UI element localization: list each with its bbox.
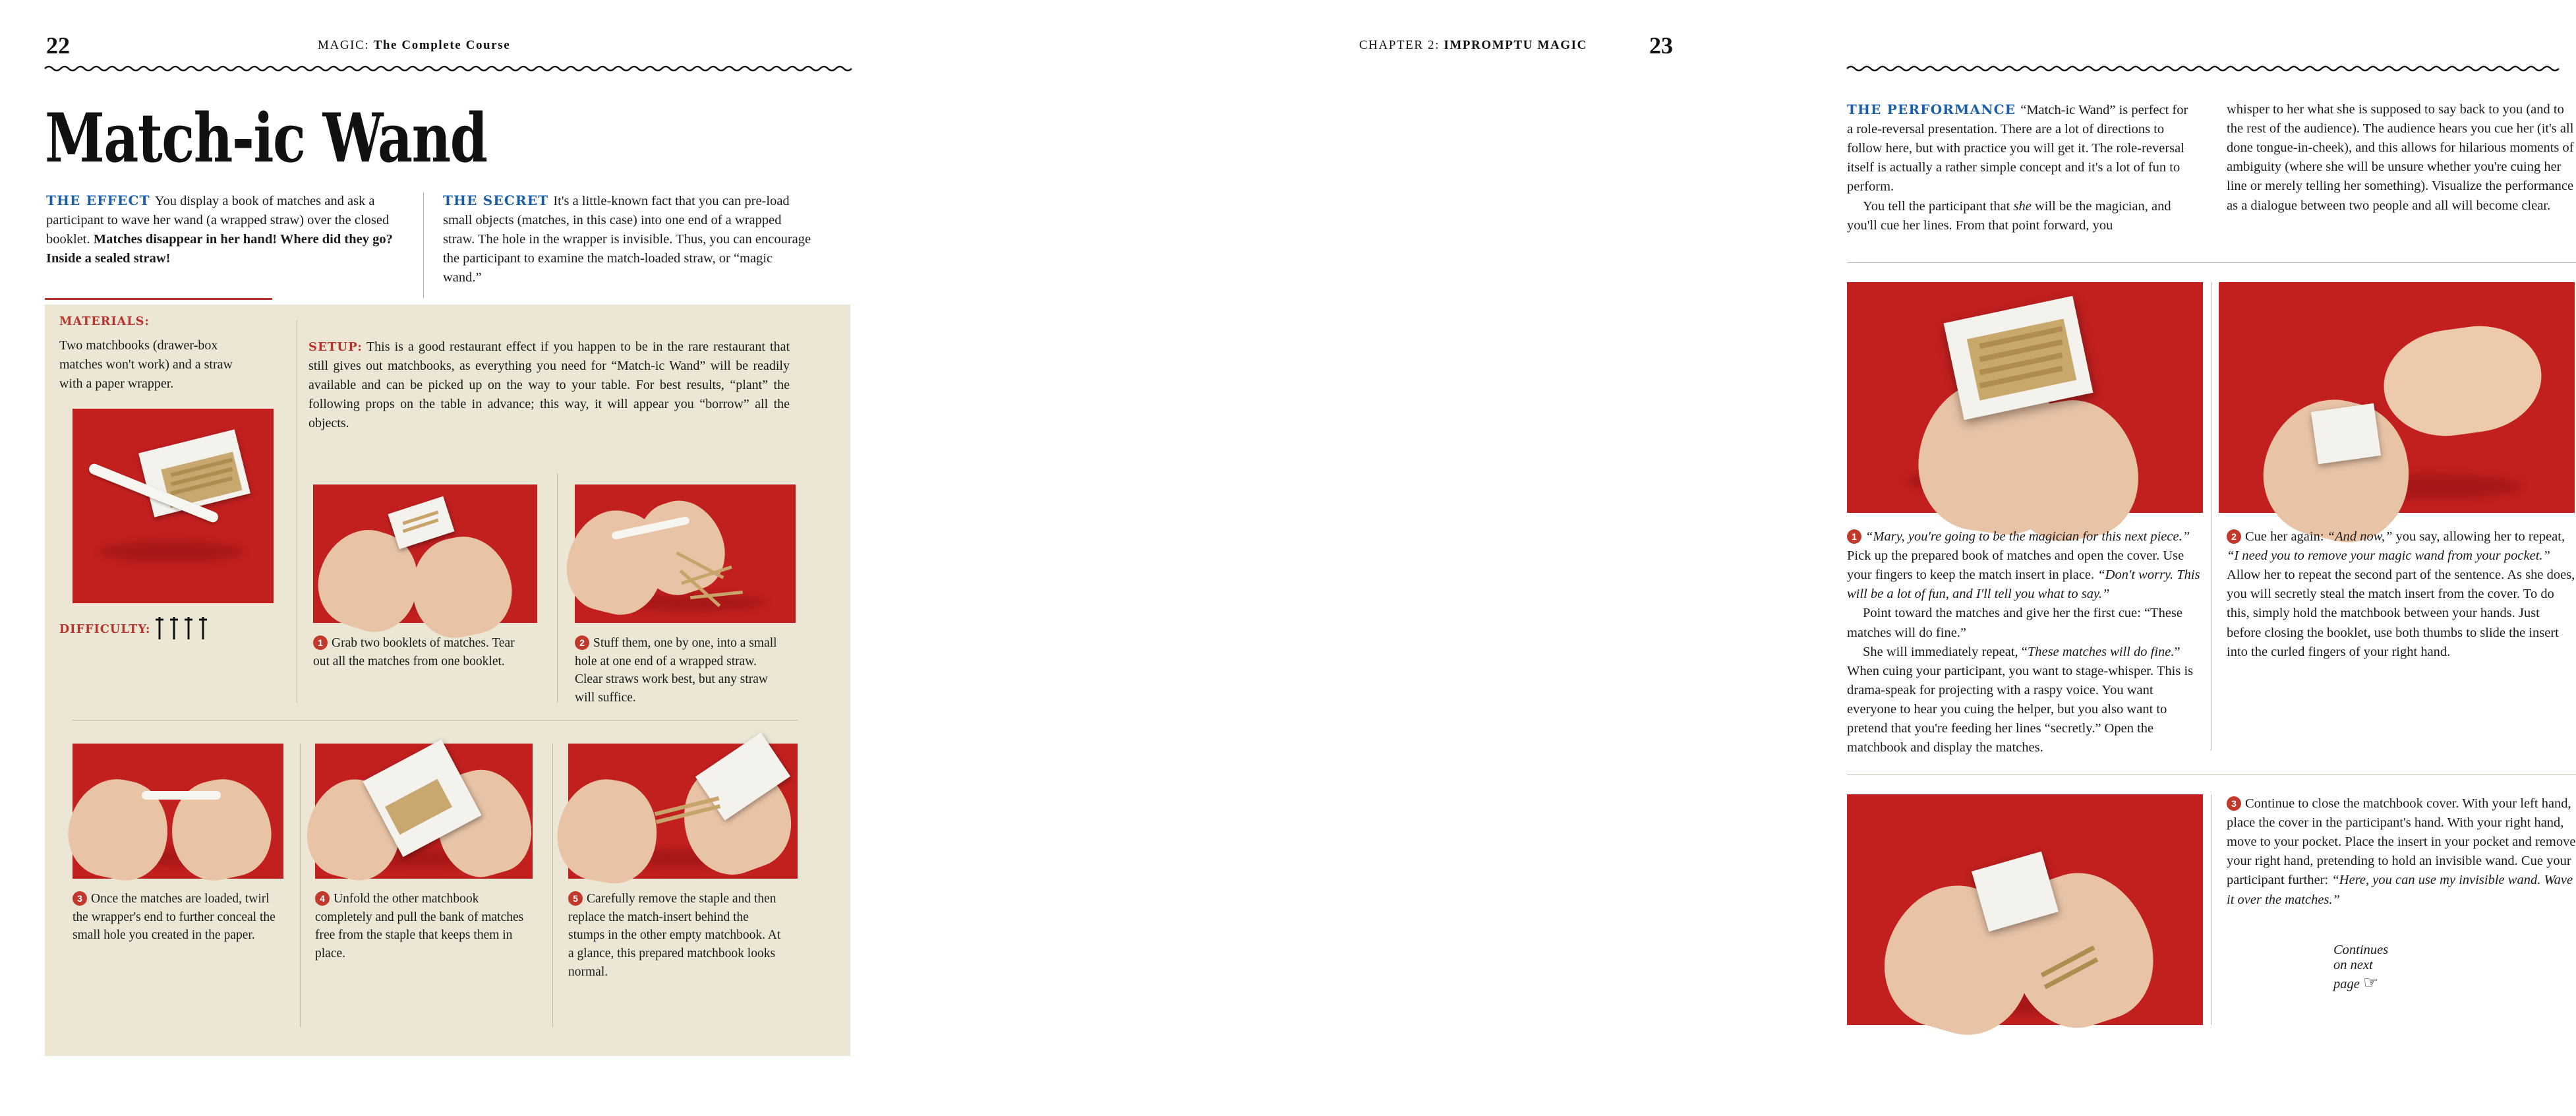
step-number-3: 3	[73, 891, 87, 906]
caption-step-2	[575, 634, 786, 707]
continues-text: Continues on next page	[2333, 943, 2389, 991]
caption-step-5-text: Carefully remove the staple and then replace the match-insert behind the stumps in the other empty matchbook. At a glance, this prepared matchbook looks normal.	[568, 892, 781, 979]
panel-divider-5	[552, 744, 553, 1027]
perf-step-1-para-2: Point toward the matches and give her the first cue: “These matches will do fine.”	[1847, 606, 2183, 640]
materials-text: Two matchbooks (drawer-box matches won't work) and a straw with a paper wrapper.	[59, 338, 233, 391]
caption-step-5	[568, 890, 786, 981]
caption-step-3	[73, 890, 277, 945]
perf-step-2-italic-a: “And now,”	[2327, 529, 2393, 544]
effect-block	[46, 191, 415, 288]
step-number-2: 2	[575, 635, 589, 650]
difficulty-marks	[153, 613, 221, 645]
running-head-right	[1359, 38, 1587, 53]
pointing-hand-icon: ☞	[2362, 973, 2379, 993]
perf-step-1-quote-a: “Mary, you're going to be the magician for this next piece.”	[1865, 529, 2190, 544]
perf-step-number-2: 2	[2227, 529, 2241, 544]
squiggle-rule-right	[1847, 65, 2576, 71]
running-head-left-bold: The Complete Course	[373, 38, 511, 52]
running-head-left-plain: MAGIC:	[318, 38, 374, 52]
setup-text: This is a good restaurant effect if you happen to be in the rare restaurant that still gives out matchbooks, as everything you need for “Match-ic Wand” will be readily available and can be picked up on the way to your table. For best results, “plant” the following props on the table in advance; this way, it will appear you “borrow” all the objects.	[308, 339, 790, 430]
perf-step-1-para-3b: ” When cuing your participant, you want to stage-whisper. This is drama-speak for projecting with a raspy voice. You want everyone to hear you cuing the helper, but you also want to pretend that you're feeding her lines “secretly.” Open the matchbook and display the matches.	[1847, 644, 2194, 755]
caption-step-1	[313, 634, 531, 670]
caption-step-4	[315, 890, 526, 963]
difficulty-label: DIFFICULTY:	[59, 623, 151, 636]
perf-step-3-italic-a: “Here, you can use my invisible wand. Wave it over the matches.”	[2227, 873, 2573, 907]
step-number-4: 4	[315, 891, 330, 906]
photo-performance-2	[2219, 282, 2575, 513]
setup-kicker: SETUP:	[308, 340, 363, 354]
running-head-left	[318, 38, 510, 53]
performance-para-3: whisper to her what she is supposed to say back to you (and to the rest of the audience). The audience hears you cue her (it's all done tongue-in-cheek), and this allows for hilarious moments of ambiguity (where she will be unsure whether you're cuing her line or merely telling her something). Visualize the performance as a dialogue between two people and all will become clear.	[2227, 102, 2574, 213]
photo-materials	[73, 409, 274, 603]
photo-performance-1	[1847, 282, 2203, 513]
right-page	[903, 0, 2576, 1116]
perf-step-2-text-a: Cue her again:	[2245, 529, 2327, 544]
perf-step-number-1: 1	[1847, 529, 1861, 544]
page-number-right: 23	[1649, 32, 1673, 59]
running-head-right-plain: CHAPTER 2:	[1359, 38, 1444, 52]
setup-block	[308, 338, 790, 433]
perf-step-1-quote-b: “Don't worry. This will be a lot of fun, and I'll tell you what to say.”	[1847, 568, 2200, 602]
perf-step-3	[2227, 794, 2576, 910]
secret-text: It's a little-known fact that you can pre-load small objects (matches, in this case) into one end of a wrapped straw. The hole in the wrapper is invisible. Thus, you can encourage the participant to examine the match-loaded straw, or “magic wand.”	[443, 194, 811, 285]
materials-label: MATERIALS:	[59, 315, 150, 328]
photo-step-4	[315, 744, 533, 879]
left-page	[0, 0, 903, 1116]
lead-columns	[46, 191, 850, 288]
secret-block	[443, 191, 812, 288]
perf-step-2	[2227, 527, 2576, 662]
panel-divider-4	[300, 744, 301, 1027]
perf-step-2-text-c: Allow her to repeat the second part of the sentence. As she does, you will secretly steal the match insert from the cover. To do this, simply hold the matchbook between your hands. Just before closing the booklet, use both thumbs to slide the insert into the curled fingers of your right hand.	[2227, 568, 2575, 659]
right-divider-1	[1847, 262, 2576, 263]
photo-step-1	[313, 485, 537, 623]
perf-step-number-3: 3	[2227, 796, 2241, 811]
step-number-1: 1	[313, 635, 328, 650]
continues-note	[2333, 943, 2388, 993]
perf-step-2-text-b: you say, allowing her to repeat,	[2392, 529, 2565, 544]
performance-para-1: “Match-ic Wand” is perfect for a role-reversal presentation. There are a lot of directions to follow here, but with practice you will get it. The role-reversal itself is actually a rather simple concept and it's a lot of fun to perform.	[1847, 103, 2188, 194]
effect-text: You display a book of matches and ask a participant to wave her wand (a wrapped straw) over the closed booklet.	[46, 194, 390, 247]
effect-kicker: THE EFFECT	[46, 192, 150, 208]
perf-step-1-rest: Pick up the prepared book of matches and open the cover. Use your fingers to keep the match insert in place.	[1847, 548, 2184, 583]
running-head-right-bold: IMPROMPTU MAGIC	[1444, 38, 1587, 52]
caption-step-1-text: Grab two booklets of matches. Tear out all the matches from one booklet.	[313, 636, 515, 668]
photo-step-3	[73, 744, 283, 879]
caption-step-3-text: Once the matches are loaded, twirl the wrapper's end to further conceal the small hole you created in the paper.	[73, 892, 276, 943]
photo-performance-3	[1847, 794, 2203, 1025]
page-title: Match-ic Wand	[45, 99, 487, 178]
secret-kicker: THE SECRET	[443, 192, 549, 208]
lead-divider	[423, 192, 424, 298]
performance-para-2: You tell the participant that she will be the magician, and you'll cue her lines. From that point forward, you	[1847, 198, 2171, 233]
panel-divider-2	[557, 473, 558, 703]
performance-col-1	[1847, 100, 2196, 235]
caption-step-2-text: Stuff them, one by one, into a small hole at one end of a wrapped straw. Clear straws work best, but any straw will suffice.	[575, 636, 777, 705]
effect-text-bold: Matches disappear in her hand! Where did they go? Inside a sealed straw!	[46, 232, 393, 266]
materials-tab-rule	[45, 298, 272, 300]
squiggle-rule-left	[45, 65, 850, 71]
perf-step-1	[1847, 527, 2203, 757]
page-number-left: 22	[46, 32, 70, 59]
performance-kicker: THE PERFORMANCE	[1847, 102, 2016, 117]
photo-step-2	[575, 485, 796, 623]
perf-step-2-italic-b: “I need you to remove your magic wand from your pocket.”	[2227, 548, 2550, 564]
perf-step-1-para-3a: She will immediately repeat, “	[1863, 644, 2028, 659]
perf-step-1-para-3-italic: These matches will do fine.	[2027, 644, 2175, 659]
caption-step-4-text: Unfold the other matchbook completely and pull the bank of matches free from the staple that keeps them in place.	[315, 892, 524, 961]
step-number-5: 5	[568, 891, 583, 906]
perf-step-3-text-a: Continue to close the matchbook cover. With your left hand, place the cover in the participant's hand. With your right hand, move to your pocket. Place the insert in your pocket and remove your right hand, pretending to hold an invisible wand. Cue your participant further:	[2227, 796, 2576, 888]
performance-col-2	[2227, 100, 2576, 216]
photo-step-5	[568, 744, 798, 879]
